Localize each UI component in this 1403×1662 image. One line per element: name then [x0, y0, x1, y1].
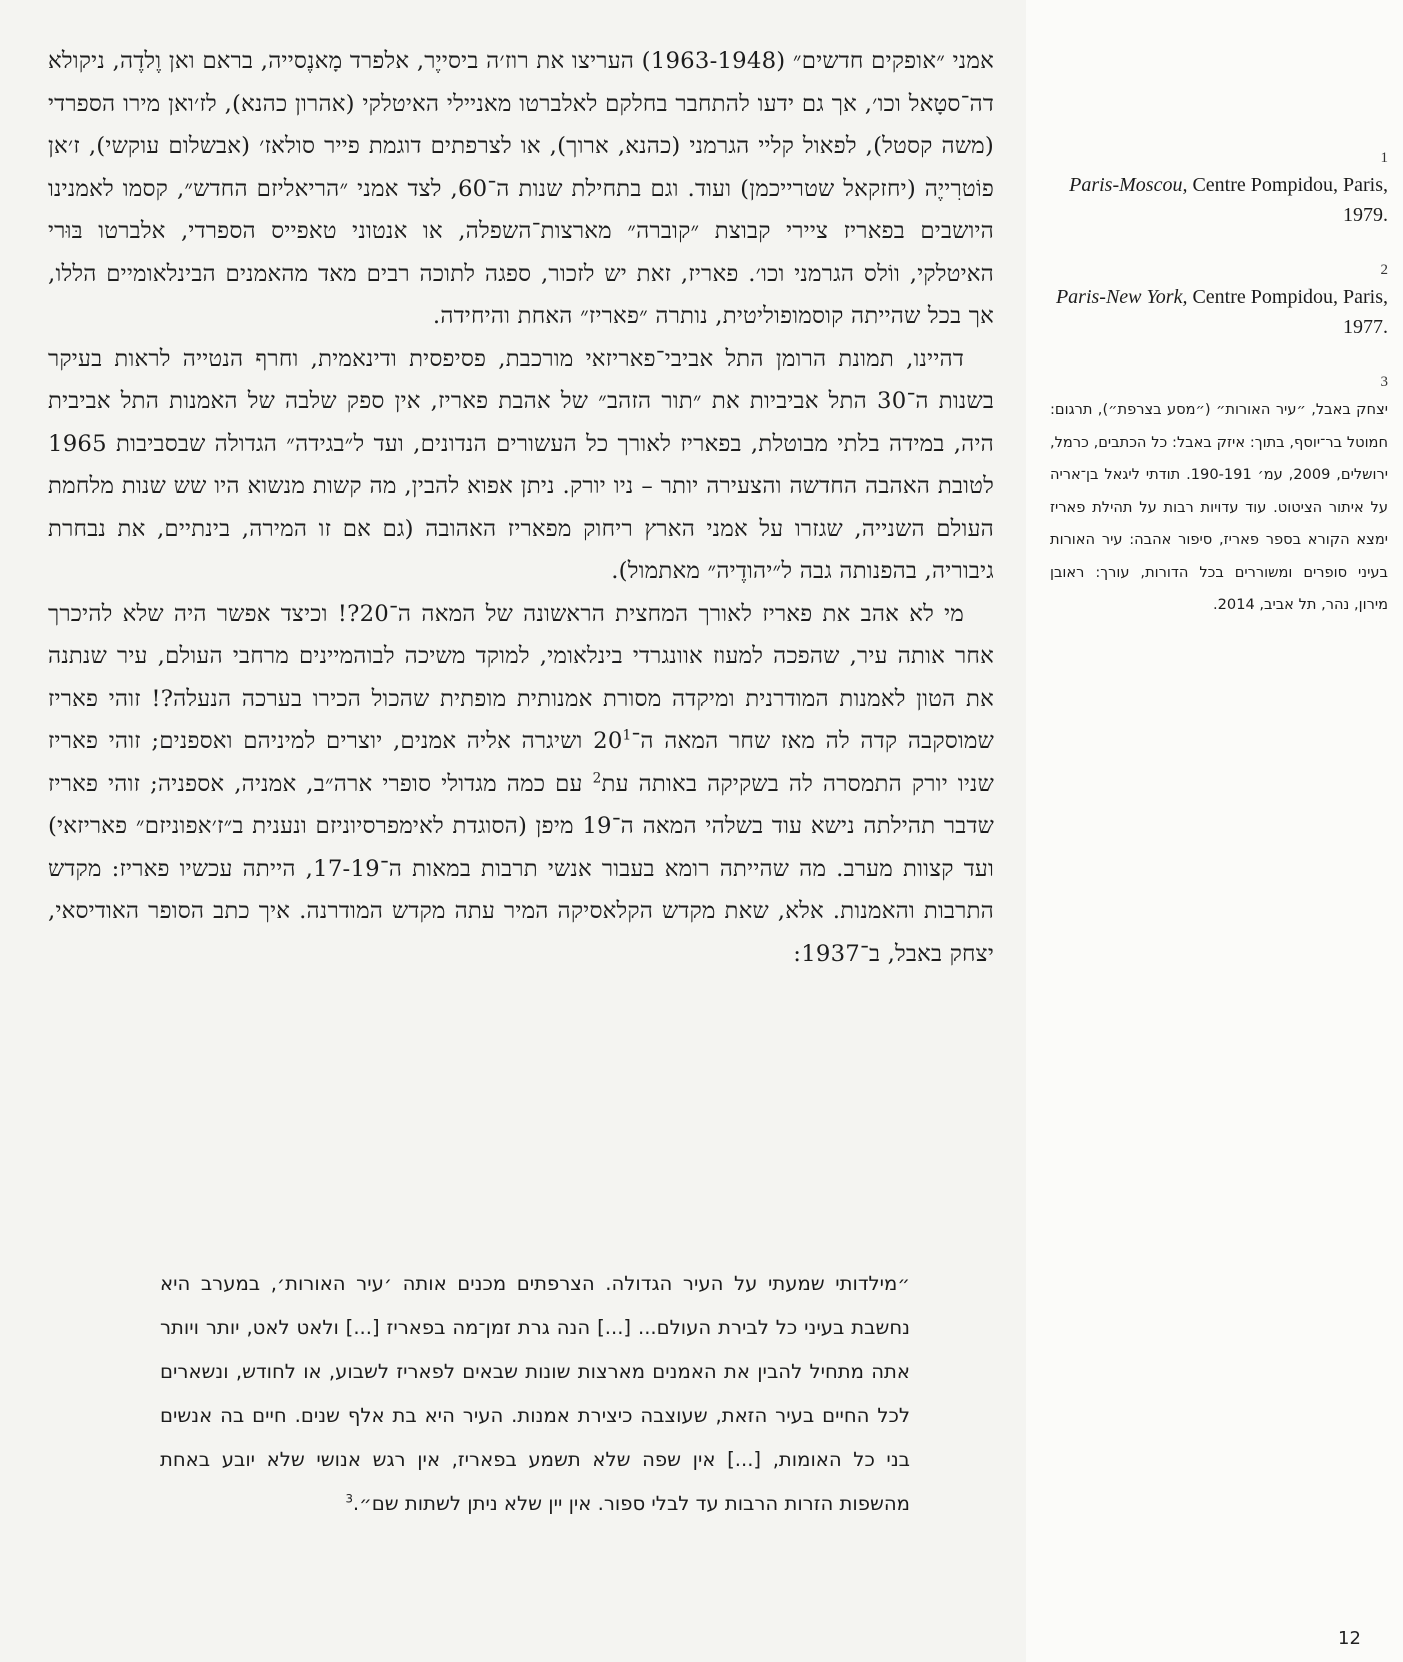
footnote-text [1050, 170, 1388, 230]
footnote-number: 2 [1380, 262, 1388, 278]
footnote-title: Paris-New York, [1055, 286, 1188, 308]
paragraph-3-part-2: ושיגרה אליה אמנים, יוצרים למיניהם ואספנים; זוהי פאריז שניו יורק התמסרה לה בשקיקה באותה עת [48, 728, 994, 797]
footnote-title: Paris-Moscou, [1069, 174, 1188, 196]
paragraph-3 [48, 593, 994, 976]
footnote-3 [1050, 372, 1388, 622]
paragraph-3-part-1: מי לא אהב את פאריז לאורך המחצית הראשונה של המאה ה־20?! וכיצד אפשר היה שלא להיכרך אחר אותה עיר, שהפכה למעוז אוונגרדי בינלאומי, למוקד משיכה לבוהמיינים מרחבי העולם, עיר שנתנה את הטון לאמנות המודרנית ומיקדה מסורת אמנותית מופתית שהכול הכירו בערכה הנעלה?! זוהי פאריז שמוסקבה קדה לה מאז שחר המאה ה־20 [48, 600, 994, 754]
paragraph-2: דהיינו, תמונת הרומן התל אביבי־פאריזאי מורכבת, פסיפסית ודינאמית, וחרף הנטייה לראות בעיקר בשנות ה־30 התל אביביות את ״תור הזהב״ של אהבת פאריז, אין ספק שלבה של האמנות התל אביבית היה, במידה בלתי מבוטלת, בפאריז לאורך כל העשורים הנדונים, ועד ל״בגידה״ הגדולה שבסביבות 1965 לטובת האהבה החדשה והצעירה יותר – ניו יורק. ניתן אפוא להבין, מה קשות מנשוא היו שש שנות מלחמת העולם השנייה, שגזרו על אמני הארץ ריחוק מפאריז האהובה (גם אם זו המירה, בינתיים, את נבחרת גיבוריה, בהפנותה גבה ל״יהודֶיה״ מאתמול). [48, 345, 995, 584]
footnote-ref-1: 1 [622, 727, 632, 744]
footnote-ref-2: 2 [592, 769, 602, 786]
footnote-number: 3 [1380, 374, 1388, 390]
footnote-rest: Centre Pompidou, Paris, 1979. [1187, 174, 1388, 226]
paragraph-1: אמני ״אופקים חדשים״ (1963-1948) העריצו את רוז׳ה ביסייֶר, אלפרד מָאנֶסייה, בראם ואן וֶלדֶה, ניקולא דה־סטָאל וכו׳, אך גם ידעו להתחבר בחלקם לאלברטו מאניילי האיטלקי (אהרון כהנא), לז׳ואן מירו הספרדי (משה קסטל), לפאול קליי הגרמני (כהנא, ארוך), או לצרפתים דוגמת פייר סולאז׳ (אבשלום עוקשי), ז׳אן פוֹטרִייֶה (יחזקאל שטרייכמן) ועוד. וגם בתחילת שנות ה־60, לצד אמני ״הריאליזם החדש״, קסמו לאמנינו היושבים בפאריז ציירי קבוצת ״קוברה״ מארצות־השפלה, או אנטוני טאפייס הספרדי, אלברטו בּוּרי האיטלקי, ווֹלס הגרמני וכו׳. פאריז, זאת יש לזכור, ספגה לתוכה רבים מאד מהאמנים הבינלאומיים הללו, אך בכל שהייתה קוסמופוליטית, נותרה ״פאריז״ האחת והיחידה. [48, 48, 995, 329]
footnotes-column [1050, 148, 1388, 652]
footnote-ref-3: 3 [345, 1491, 353, 1506]
footnote-1 [1050, 148, 1388, 230]
main-text [48, 40, 994, 975]
footnote-text [1050, 282, 1388, 342]
quote-text [160, 1262, 910, 1526]
quote-body: ״מילדותי שמעתי על העיר הגדולה. הצרפתים מכנים אותה ׳עיר האורות׳, במערב היא נחשבת בעיני כל לבירת העולם... [...] הנה גרת זמן־מה בפאריז [...] ולאט לאט, יותר ויותר אתה מתחיל להבין את האמנים מארצות שונות שבאים לפאריז לשבוע, או לחודש, ונשארים לכל החיים בעיר הזאת, שעוצבה כיצירת אמנות. העיר היא בת אלף שנים. חיים בה אנשים בני כל האומות, [...] אין שפה שלא תשמע בפאריז, אין רגש אנושי שלא יובע באחת מהשפות הזרות הרבות עד לבלי ספור. אין יין שלא ניתן לשתות שם״. [160, 1272, 910, 1515]
page-number: 12 [1338, 1628, 1361, 1649]
footnote-rest: Centre Pompidou, Paris, 1977. [1187, 286, 1388, 338]
block-quote [160, 1262, 910, 1526]
footnote-text: יצחק באבל, ״עיר האורות״ (״מסע בצרפת״), תרגום: חמוטל בר־יוסף, בתוך: איזק באבל: כל הכתבים, כרמל, ירושלים, 2009, עמ׳ 190-191. תודתי ליגאל בן־אריה על איתור הציטוט. עוד עדויות רבות על תהילת פאריז ימצא הקורא בספר פאריז, סיפור אהבה: עיר האורות בעיני סופרים ומשוררים בכל הדורות, עורך: ראובן מירון, נהר, תל אביב, 2014. [1050, 401, 1388, 613]
footnote-number: 1 [1380, 150, 1388, 166]
paragraph-3-part-3: עם כמה מגדולי סופרי ארה״ב, אמניה, אספניה; זוהי פאריז שדבר תהילתה נישא עוד בשלהי המאה ה־19 מיפן (הסוגדת לאימפרסיוניזם ונענית ב״ז׳אפוניזם״ פאריזאי) ועד קצוות מערב. מה שהייתה רומא בעבור אנשי תרבות במאות ה־17-19, הייתה עכשיו פאריז: מקדש התרבות והאמנות. אלא, שאת מקדש הקלאסיקה המיר עתה מקדש המודרנה. איך כתב הסופר האודיסאי, יצחק באבל, ב־1937: [48, 770, 995, 967]
footnote-2 [1050, 260, 1388, 342]
